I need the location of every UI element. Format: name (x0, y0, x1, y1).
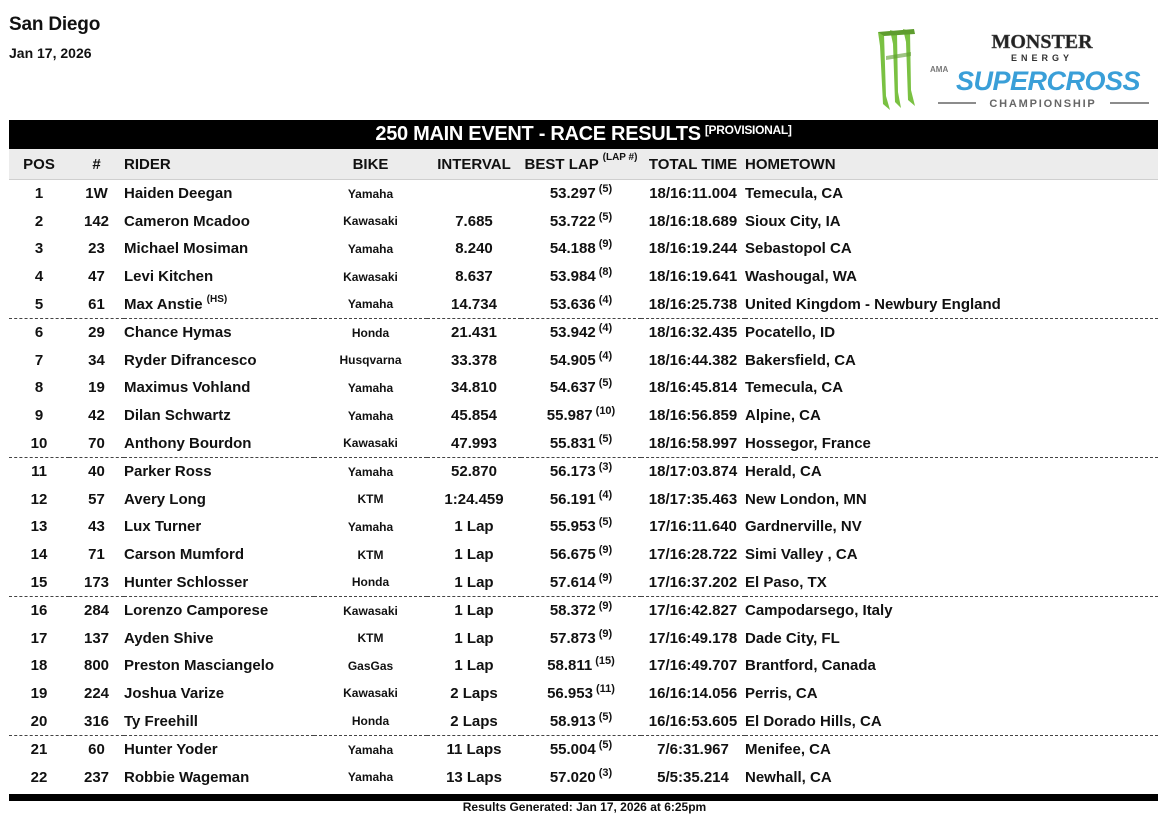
cell-interval: 11 Laps (446, 741, 502, 759)
cell-rider (124, 513, 314, 541)
results-generated: Results Generated: Jan 17, 2026 at 6:25pm (462, 800, 707, 814)
cell-number: 60 (88, 741, 105, 759)
cell-best-lap (521, 208, 641, 236)
cell-rider (124, 318, 314, 346)
best-lap-time: 55.004 (549, 741, 596, 759)
cell-number: 284 (83, 602, 110, 620)
col-pos: POS (9, 149, 69, 180)
best-lap-time: 53.297 (549, 185, 596, 203)
best-lap-time: 53.722 (549, 212, 596, 230)
best-lap-number: (5) (598, 432, 613, 445)
cell-hometown: Perris, CA (745, 684, 818, 702)
cell-rider (124, 290, 314, 318)
cell-pos: 7 (34, 351, 44, 369)
cell-total-time: 7/6:31.967 (657, 741, 729, 759)
best-lap-time: 56.173 (549, 463, 596, 481)
cell-bike: Honda (314, 568, 427, 596)
cell-best-lap (521, 457, 641, 485)
results-table (9, 149, 1158, 791)
cell-number: 800 (83, 657, 110, 675)
best-lap-time: 54.905 (549, 351, 596, 369)
cell-bike: Yamaha (347, 380, 394, 395)
cell-hometown: Newhall, CA (745, 768, 832, 786)
cell-interval: 8.240 (455, 240, 493, 258)
cell-rider (124, 680, 314, 708)
best-lap-time: 54.188 (549, 240, 596, 258)
cell-total-time: 17/16:11.640 (649, 518, 737, 536)
rider-name: Levi Kitchen (124, 268, 214, 286)
cell-number: 237 (83, 768, 110, 786)
cell-bike: Kawasaki (343, 603, 398, 618)
cell-number: 47 (88, 268, 105, 286)
cell-pos: 8 (34, 379, 44, 397)
cell-total-time: 5/5:35.214 (657, 768, 729, 786)
cell-interval: 21.431 (451, 324, 497, 342)
cell-number: 42 (88, 407, 105, 425)
table-row (9, 486, 1158, 514)
rider-name: Anthony Bourdon (124, 434, 252, 452)
cell-interval: 45.854 (451, 407, 497, 425)
col-bike: BIKE (314, 149, 427, 180)
col-interval: INTERVAL (427, 149, 521, 180)
cell-bike: Yamaha (347, 742, 394, 757)
cell-best-lap (521, 652, 641, 680)
cell-hometown: Bakersfield, CA (745, 351, 856, 369)
table-row (9, 347, 1158, 375)
cell-best-lap (521, 541, 641, 569)
cell-pos: 4 (34, 268, 44, 286)
cell-hometown: Campodarsego, Italy (745, 602, 893, 620)
rider-name: Avery Long (124, 490, 206, 508)
cell-pos: 21 (30, 741, 48, 759)
cell-pos: 5 (9, 290, 69, 318)
cell-total-time: 17/16:49.707 (648, 657, 738, 675)
cell-pos: 12 (30, 490, 48, 508)
cell-best-lap (521, 486, 641, 514)
cell-pos: 11 (31, 463, 47, 481)
best-lap-number: (15) (595, 655, 615, 668)
logo-championship-text: CHAMPIONSHIP (989, 98, 1097, 110)
rider-name: Maximus Vohland (124, 379, 251, 397)
cell-rider (124, 429, 314, 457)
cell-total-time: 17/16:42.827 (648, 602, 738, 620)
cell-bike: Honda (351, 325, 390, 340)
cell-hometown: Menifee, CA (745, 741, 831, 759)
cell-rider (124, 180, 314, 208)
cell-best-lap (521, 763, 641, 791)
cell-hometown: Dade City, FL (745, 629, 840, 647)
table-row (9, 318, 1158, 346)
cell-best-lap (521, 402, 641, 430)
cell-number: 57 (88, 490, 105, 508)
cell-pos: 6 (34, 324, 44, 342)
cell-interval: 1 Lap (454, 546, 494, 564)
cell-number: 316 (69, 707, 124, 735)
table-row (9, 541, 1158, 569)
cell-bike: Yamaha (347, 464, 394, 479)
cell-interval: 2 Laps (427, 707, 521, 735)
cell-pos: 22 (30, 768, 48, 786)
cell-interval: 47.993 (427, 429, 521, 457)
cell-number: 1W (85, 185, 108, 203)
cell-number: 23 (88, 240, 105, 258)
cell-bike: Yamaha (314, 290, 427, 318)
cell-hometown: El Paso, TX (745, 568, 1158, 596)
cell-total-time: 18/17:03.874 (648, 463, 738, 481)
cell-pos: 14 (30, 546, 48, 564)
cell-rider (124, 707, 314, 735)
cell-total-time: 18/17:35.463 (648, 490, 738, 508)
cell-bike: KTM (357, 547, 384, 562)
logo-monster-text: MONSTER (991, 31, 1093, 53)
col-total-time: TOTAL TIME (641, 149, 745, 180)
cell-hometown: United Kingdom - Newbury England (745, 290, 1158, 318)
cell-best-lap (521, 735, 641, 763)
cell-best-lap (521, 625, 641, 653)
cell-best-lap (521, 707, 641, 735)
rider-name: Lux Turner (124, 518, 202, 536)
cell-number: 61 (69, 290, 124, 318)
best-lap-time: 54.637 (549, 379, 596, 397)
cell-total-time: 17/16:49.178 (648, 629, 738, 647)
cell-interval: 13 Laps (446, 768, 502, 786)
best-lap-number: (9) (598, 627, 613, 640)
best-lap-number: (3) (598, 766, 613, 779)
col-rider: RIDER (124, 149, 314, 180)
cell-interval: 1:24.459 (444, 490, 504, 508)
cell-number: 137 (83, 629, 110, 647)
cell-interval: 2 Laps (450, 684, 498, 702)
rider-name: Haiden Deegan (124, 185, 233, 203)
cell-hometown: New London, MN (745, 490, 867, 508)
provisional-tag: [PROVISIONAL] (704, 123, 792, 137)
cell-number: 19 (88, 379, 105, 397)
cell-total-time: 18/16:11.004 (649, 185, 737, 203)
cell-bike: GasGas (347, 658, 394, 673)
col-hometown: HOMETOWN (745, 149, 1158, 180)
results-sheet (9, 120, 1158, 801)
best-lap-number: (5) (598, 377, 613, 390)
logo-ama-text: AMA (930, 65, 949, 74)
best-lap-number: (5) (598, 210, 613, 223)
cell-rider (124, 596, 314, 624)
cell-bike: Yamaha (347, 241, 394, 256)
lap-number-label: (LAP #) (602, 152, 638, 163)
cell-total-time: 17/16:37.202 (641, 568, 745, 596)
cell-best-lap (521, 429, 641, 457)
cell-number: 43 (88, 518, 105, 536)
best-lap-number: (5) (598, 183, 613, 196)
cell-hometown: Temecula, CA (745, 379, 844, 397)
table-row (9, 568, 1158, 596)
header-row (9, 149, 1158, 180)
best-lap-time: 53.984 (549, 268, 596, 286)
cell-number: 173 (69, 568, 124, 596)
best-lap-time: 58.811 (547, 657, 593, 675)
cell-rider (124, 625, 314, 653)
cell-number: 40 (88, 463, 105, 481)
best-lap-number: (5) (598, 739, 613, 752)
results-title: 250 MAIN EVENT - RACE RESULTS (375, 123, 701, 145)
rider-name: Hunter Yoder (124, 741, 218, 759)
cell-bike: KTM (357, 492, 384, 507)
monster-claw-icon (878, 29, 915, 110)
table-row (9, 208, 1158, 236)
rider-name: Ryder Difrancesco (124, 351, 257, 369)
logo-supercross-text: SUPERCROSS (955, 66, 1141, 96)
cell-pos: 16 (30, 602, 48, 620)
table-row (9, 707, 1158, 735)
cell-bike: Yamaha (347, 770, 394, 785)
cell-number: 224 (83, 684, 110, 702)
rider-tag: (HS) (206, 293, 228, 305)
cell-best-lap (521, 318, 641, 346)
cell-interval: 14.734 (427, 290, 521, 318)
cell-best-lap (521, 180, 641, 208)
best-lap-number: (8) (598, 266, 613, 279)
cell-hometown: Simi Valley , CA (745, 546, 858, 564)
best-lap-time: 57.873 (549, 629, 596, 647)
best-lap-time: 57.614 (549, 573, 596, 591)
cell-rider (124, 347, 314, 375)
cell-pos: 18 (30, 657, 48, 675)
table-row (9, 596, 1158, 624)
cell-hometown: Temecula, CA (745, 185, 844, 203)
rider-name: Dilan Schwartz (124, 407, 231, 425)
cell-rider (124, 541, 314, 569)
cell-rider (124, 374, 314, 402)
cell-bike: KTM (357, 631, 384, 646)
best-lap-time: 56.675 (549, 546, 596, 564)
cell-pos: 9 (34, 407, 44, 425)
cell-best-lap (521, 290, 641, 318)
cell-total-time: 16/16:53.605 (641, 707, 745, 735)
rider-name: Michael Mosiman (124, 240, 249, 258)
cell-interval: 1 Lap (454, 657, 494, 675)
cell-pos: 2 (34, 212, 44, 230)
table-row (9, 429, 1158, 457)
best-lap-number: (4) (598, 349, 613, 362)
cell-bike: Husqvarna (339, 353, 402, 368)
table-row (9, 763, 1158, 791)
rider-name: Parker Ross (124, 463, 212, 481)
col-best-lap (521, 149, 641, 180)
best-lap-number: (4) (598, 293, 613, 306)
cell-bike: Kawasaki (343, 269, 398, 284)
cell-total-time: 18/16:32.435 (648, 324, 738, 342)
table-row (9, 680, 1158, 708)
best-lap-number: (9) (598, 238, 613, 251)
results-title-bar (9, 120, 1158, 149)
best-lap-number: (9) (598, 571, 613, 584)
cell-rider (124, 763, 314, 791)
best-lap-number: (5) (598, 516, 613, 529)
event-header (9, 14, 100, 61)
cell-bike: Kawasaki (314, 429, 427, 457)
cell-pos: 19 (30, 684, 48, 702)
table-row (9, 513, 1158, 541)
cell-pos: 17 (30, 629, 48, 647)
best-lap-time: 56.953 (547, 684, 593, 702)
cell-number: 142 (83, 212, 110, 230)
cell-hometown: Sioux City, IA (745, 212, 841, 230)
best-lap-time: 58.913 (549, 712, 596, 730)
table-row (9, 402, 1158, 430)
cell-total-time: 18/16:18.689 (648, 212, 738, 230)
monster-supercross-logo (870, 26, 1155, 112)
rider-name: Lorenzo Camporese (124, 602, 269, 620)
cell-total-time: 16/16:14.056 (648, 684, 738, 702)
cell-bike: Yamaha (347, 519, 394, 534)
best-lap-number: (10) (595, 405, 616, 418)
rider-name: Hunter Schlosser (124, 573, 249, 591)
best-lap-number: (9) (598, 600, 613, 613)
cell-pos: 15 (9, 568, 69, 596)
cell-number: 34 (88, 351, 105, 369)
rider-name: Ayden Shive (124, 629, 214, 647)
best-lap-time: 55.953 (549, 518, 596, 536)
cell-pos: 20 (9, 707, 69, 735)
cell-best-lap (521, 568, 641, 596)
cell-total-time: 18/16:25.738 (641, 290, 745, 318)
cell-hometown: Washougal, WA (745, 268, 857, 286)
cell-best-lap (521, 235, 641, 263)
best-lap-number: (9) (598, 544, 613, 557)
table-row (9, 290, 1158, 318)
col-number: # (69, 149, 124, 180)
cell-hometown: El Dorado Hills, CA (745, 707, 1158, 735)
rider-name: Robbie Wageman (124, 768, 250, 786)
cell-interval: 1 Lap (454, 629, 494, 647)
cell-best-lap (521, 596, 641, 624)
cell-rider (124, 402, 314, 430)
cell-interval: 1 Lap (454, 602, 494, 620)
rider-name: Cameron Mcadoo (124, 212, 250, 230)
table-row (9, 180, 1158, 208)
rider-name: Chance Hymas (124, 324, 232, 342)
best-lap-label: BEST LAP (524, 156, 599, 173)
cell-pos: 3 (34, 240, 44, 258)
table-row (9, 235, 1158, 263)
cell-bike: Yamaha (347, 408, 394, 423)
table-row (9, 652, 1158, 680)
cell-interval: 7.685 (455, 212, 493, 230)
cell-rider (124, 235, 314, 263)
cell-pos: 1 (34, 185, 44, 203)
cell-interval: 8.637 (455, 268, 493, 286)
cell-hometown: Brantford, Canada (745, 657, 876, 675)
cell-pos: 10 (9, 429, 69, 457)
cell-rider (124, 208, 314, 236)
event-date: Jan 17, 2026 (9, 45, 92, 61)
cell-rider (124, 568, 314, 596)
cell-hometown: Hossegor, France (745, 429, 1158, 457)
best-lap-time: 56.191 (549, 490, 596, 508)
cell-best-lap (521, 347, 641, 375)
best-lap-number: (11) (595, 682, 615, 695)
cell-number: 29 (88, 324, 105, 342)
rider-name: Preston Masciangelo (124, 657, 275, 675)
cell-bike: Honda (314, 707, 427, 735)
best-lap-number: (5) (598, 710, 613, 723)
cell-pos: 13 (30, 518, 48, 536)
cell-interval: 33.378 (451, 351, 497, 369)
cell-total-time: 18/16:45.814 (648, 379, 738, 397)
cell-interval: 34.810 (451, 379, 497, 397)
best-lap-time: 58.372 (549, 602, 596, 620)
cell-total-time: 18/16:19.244 (648, 240, 738, 258)
best-lap-number: (3) (598, 461, 613, 474)
cell-bike: Kawasaki (343, 214, 398, 229)
rider-name: Joshua Varize (124, 684, 225, 702)
cell-interval: 1 Lap (427, 568, 521, 596)
cell-rider (124, 457, 314, 485)
cell-total-time: 17/16:28.722 (648, 546, 738, 564)
cell-best-lap (521, 513, 641, 541)
table-row (9, 735, 1158, 763)
table-row (9, 625, 1158, 653)
cell-hometown: Sebastopol CA (745, 240, 852, 258)
cell-hometown: Gardnerville, NV (745, 518, 862, 536)
best-lap-time: 55.987 (546, 407, 593, 425)
rider-name: Ty Freehill (124, 712, 198, 730)
cell-number: 71 (88, 546, 105, 564)
table-row (9, 457, 1158, 485)
best-lap-number: (4) (598, 322, 613, 335)
table-row (9, 374, 1158, 402)
cell-rider (124, 735, 314, 763)
cell-best-lap (521, 680, 641, 708)
cell-bike: Kawasaki (343, 686, 398, 701)
cell-hometown: Alpine, CA (745, 407, 821, 425)
best-lap-time: 57.020 (549, 768, 596, 786)
cell-interval (427, 180, 521, 208)
cell-total-time: 18/16:19.641 (648, 268, 738, 286)
venue-name: San Diego (9, 14, 101, 35)
best-lap-time: 53.942 (549, 324, 596, 342)
cell-total-time: 18/16:56.859 (648, 407, 738, 425)
cell-hometown: Pocatello, ID (745, 324, 836, 342)
table-row (9, 263, 1158, 291)
rider-name: Max Anstie (124, 295, 203, 313)
logo-energy-text: ENERGY (1010, 53, 1074, 63)
cell-rider (124, 263, 314, 291)
cell-total-time: 18/16:58.997 (641, 429, 745, 457)
cell-best-lap (521, 374, 641, 402)
cell-rider (124, 486, 314, 514)
cell-interval: 1 Lap (454, 518, 494, 536)
rider-name: Carson Mumford (124, 546, 244, 564)
cell-number: 70 (69, 429, 124, 457)
cell-best-lap (521, 263, 641, 291)
cell-interval: 52.870 (451, 463, 497, 481)
best-lap-number: (4) (598, 488, 613, 501)
cell-bike: Yamaha (347, 186, 394, 201)
cell-hometown: Herald, CA (745, 463, 822, 481)
best-lap-time: 53.636 (549, 295, 596, 313)
cell-total-time: 18/16:44.382 (648, 351, 738, 369)
best-lap-time: 55.831 (549, 434, 596, 452)
cell-rider (124, 652, 314, 680)
